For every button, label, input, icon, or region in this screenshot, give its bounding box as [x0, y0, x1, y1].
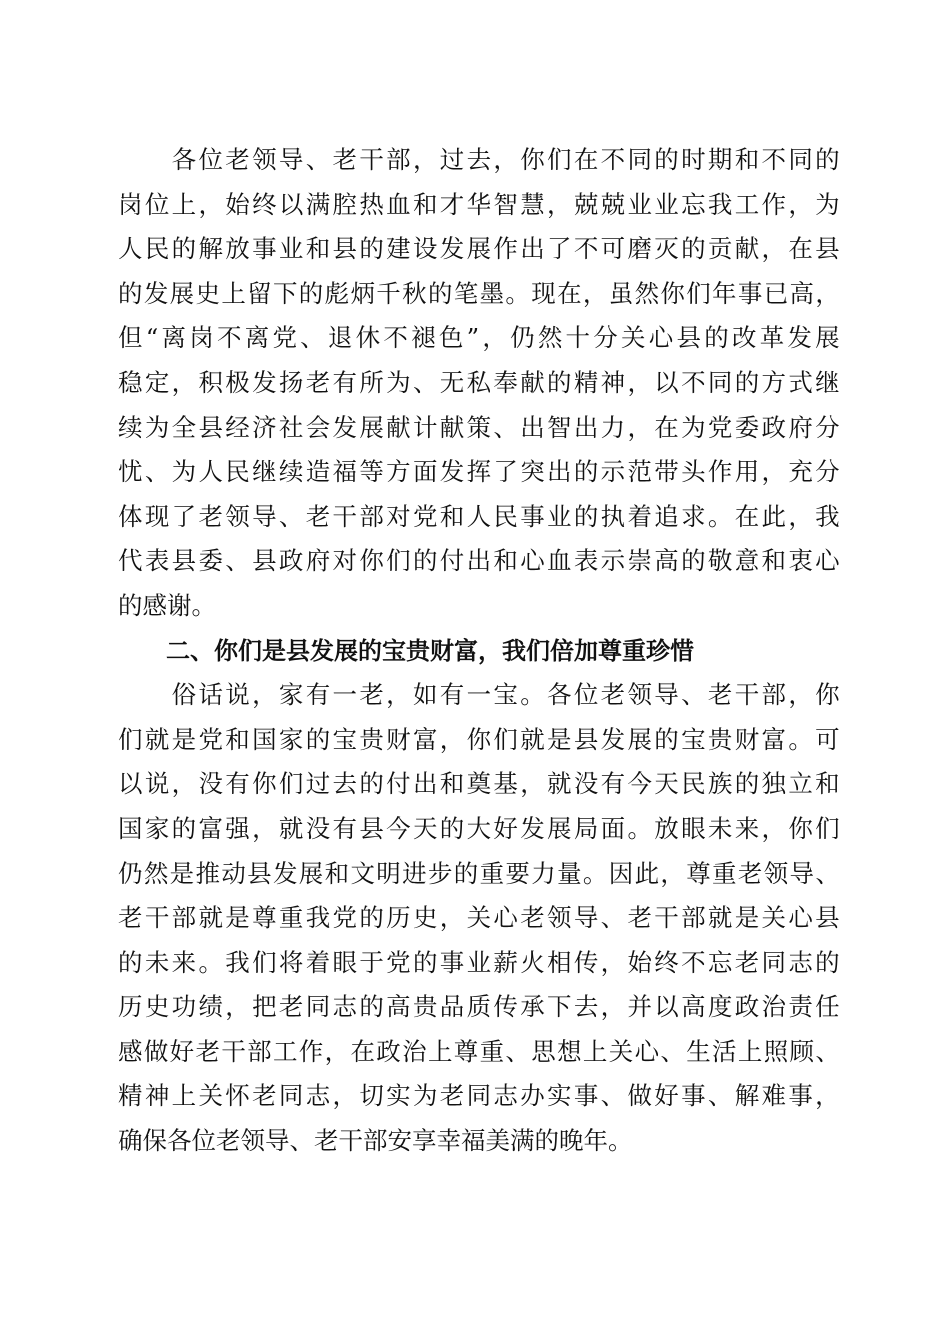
- text-line: 国 家 的 富 强 ， 就 没 有 县 今 天 的 大 好 发 展 局 面 。 放 眼 未 来 ， 你 们: [118, 813, 840, 843]
- text-line: 历 史 功 绩 ， 把 老 同 志 的 高 贵 品 质 传 承 下 去 ， 并 以 高 度 政 治 责 任: [118, 992, 840, 1022]
- text-line: 续 为 全 县 经 济 社 会 发 展 献 计 献 策 、 出 智 出 力 ， 在 为 党 委 政 府 分: [118, 412, 840, 442]
- text-line: 精 神 上 关 怀 老 同 志 ， 切 实 为 老 同 志 办 实 事 、 做 好 事 、 解 难 事 ，: [118, 1081, 840, 1111]
- text-line: 代 表 县 委 、 县 政 府 对 你 们 的 付 出 和 心 血 表 示 崇 高 的 敬 意 和 衷 心: [118, 546, 840, 576]
- text-line: 稳 定 ， 积 极 发 扬 老 有 所 为 、 无 私 奉 献 的 精 神 ， 以 不 同 的 方 式 继: [118, 367, 840, 397]
- text-line: 们 就 是 党 和 国 家 的 宝 贵 财 富 ， 你 们 就 是 县 发 展 的 宝 贵 财 富 。 可: [118, 724, 840, 754]
- text-line: 忧 、 为 人 民 继 续 造 福 等 方 面 发 挥 了 突 出 的 示 范 带 头 作 用 ， 充 分: [118, 457, 840, 487]
- text-line: 岗 位 上 ， 始 终 以 满 腔 热 血 和 才 华 智 慧 ， 兢 兢 业 业 忘 我 工 作 ， 为: [118, 189, 840, 219]
- text-line: 俗 话 说 ， 家 有 一 老 ， 如 有 一 宝 。 各 位 老 领 导 、 老 干 部 ， 你: [171, 680, 840, 710]
- text-line: 以 说 ， 没 有 你 们 过 去 的 付 出 和 奠 基 ， 就 没 有 今 天 民 族 的 独 立 和: [118, 769, 840, 799]
- paragraph-1: [118, 138, 840, 629]
- text-line: 确保各位老领导、老干部安享幸福美满的晚年。: [118, 1126, 633, 1156]
- text-line: 人 民 的 解 放 事 业 和 县 的 建 设 发 展 作 出 了 不 可 磨 灭 的 贡 献 ， 在 县: [118, 234, 840, 264]
- document-page: [118, 138, 840, 1164]
- text-line: 但 “ 离 岗 不 离 党 、 退 休 不 褪 色 ” ， 仍 然 十 分 关 心 县 的 改 革 发 展: [118, 323, 840, 353]
- paragraph-2: [118, 673, 840, 1164]
- text-line: 老 干 部 就 是 尊 重 我 党 的 历 史 ， 关 心 老 领 导 、 老 干 部 就 是 关 心 县: [118, 903, 840, 933]
- text-line: 的 未 来 。 我 们 将 着 眼 于 党 的 事 业 薪 火 相 传 ， 始 终 不 忘 老 同 志 的: [118, 947, 840, 977]
- section-heading: 二、你们是县发展的宝贵财富，我们倍加尊重珍惜: [118, 636, 694, 665]
- text-line: 体 现 了 老 领 导 、 老 干 部 对 党 和 人 民 事 业 的 执 着 追 求 。 在 此 ， 我: [118, 501, 840, 531]
- text-line: 的 发 展 史 上 留 下 的 彪 炳 千 秋 的 笔 墨 。 现 在 ， 虽 然 你 们 年 事 已 高 ，: [118, 278, 840, 308]
- text-line: 感 做 好 老 干 部 工 作 ， 在 政 治 上 尊 重 、 思 想 上 关 心 、 生 活 上 照 顾 、: [118, 1036, 840, 1066]
- text-line: 仍 然 是 推 动 县 发 展 和 文 明 进 步 的 重 要 力 量 。 因 此 ， 尊 重 老 领 导 、: [118, 858, 840, 888]
- text-line: 的感谢。: [118, 590, 216, 620]
- text-line: 各 位 老 领 导 、 老 干 部 ， 过 去 ， 你 们 在 不 同 的 时 期 和 不 同 的: [171, 145, 840, 174]
